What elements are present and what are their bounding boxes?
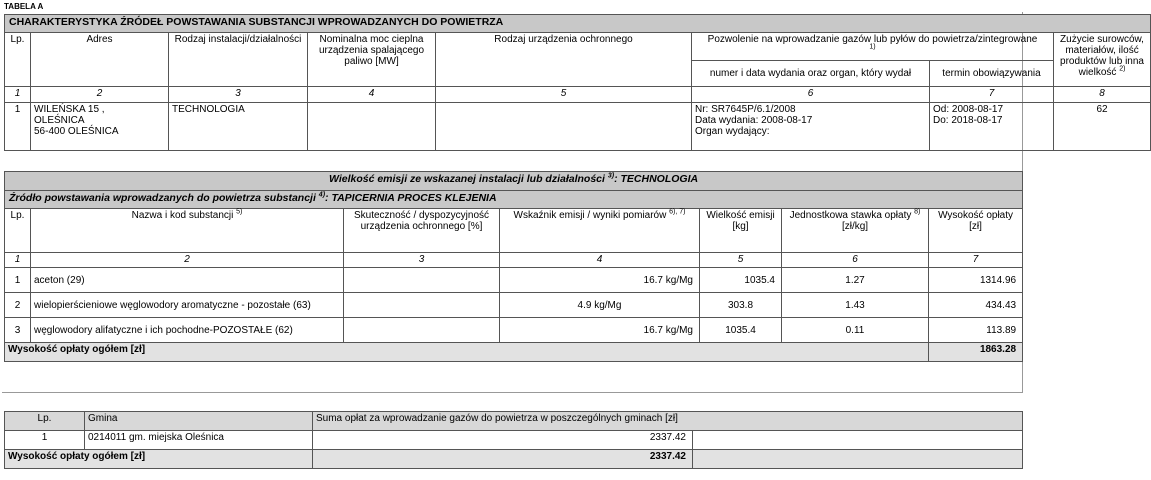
total-value: 1863.28	[929, 343, 1023, 362]
row-skutecznosc	[344, 268, 500, 293]
header-wskaznik: Wskaźnik emisji / wyniki pomiarów $^{6), 7)}$	[500, 209, 700, 253]
header-pozwolenie: Pozwolenie na wprowadzanie gazów lub pyłów do powietrza/zintegrowane $^{1)}$	[692, 33, 1054, 61]
colnum: 4	[500, 253, 700, 268]
header-adres: Adres	[31, 33, 169, 87]
municipality-table	[4, 411, 1023, 469]
total-label: Wysokość opłaty ogółem [zł]	[5, 343, 929, 362]
row-termin: Od: 2008-08-17 Do: 2018-08-17	[930, 103, 1054, 151]
header-rodzaj: Rodzaj instalacji/działalności	[169, 33, 308, 87]
colnum: 7	[929, 253, 1023, 268]
row-zuzycie: 62	[1054, 103, 1151, 151]
row-moc	[308, 103, 436, 151]
row-lp: 3	[5, 318, 31, 343]
header-skutecznosc: Skuteczność / dyspozycyjność urządzenia ochronnego [%]	[344, 209, 500, 253]
header-zuzycie: Zużycie surowców, materiałów, ilość produktów lub inna wielkość $^{2)}$	[1054, 33, 1151, 87]
row-empty	[693, 431, 1023, 450]
colnum: 4	[308, 87, 436, 103]
row-wskaznik: 16.7 kg/Mg	[500, 268, 700, 293]
header-suma: Suma opłat za wprowadzanie gazów do powietrza w poszczególnych gminach [zł]	[313, 412, 1023, 431]
sources-table	[4, 14, 1151, 151]
table-row	[5, 103, 1151, 151]
row-wielkosc: 303.8	[700, 293, 782, 318]
row-lp: 2	[5, 293, 31, 318]
row-pozwolenie: Nr: SR7645P/6.1/2008 Data wydania: 2008-08-17 Organ wydający:	[692, 103, 930, 151]
colnum: 5	[700, 253, 782, 268]
sources-title: CHARAKTERYSTYKA ŹRÓDEŁ POWSTAWANIA SUBSTANCJI WPROWADZANYCH DO POWIETRZA	[5, 15, 1151, 33]
row-nazwa: wielopierścieniowe węglowodory aromatyczne - pozostałe (63)	[31, 293, 344, 318]
row-lp: 1	[5, 268, 31, 293]
header-lp: Lp.	[5, 209, 31, 253]
table-label: TABELA A	[4, 2, 44, 11]
header-numer: numer i data wydania oraz organ, który wydał	[692, 61, 930, 87]
total-label: Wysokość opłaty ogółem [zł]	[5, 450, 313, 469]
row-stawka: 1.43	[782, 293, 929, 318]
row-suma: 2337.42	[313, 431, 693, 450]
row-rodzaj: TECHNOLOGIA	[169, 103, 308, 151]
colnum: 3	[344, 253, 500, 268]
row-skutecznosc	[344, 293, 500, 318]
row-wielkosc: 1035.4	[700, 318, 782, 343]
total-empty	[693, 450, 1023, 469]
emissions-title: Wielkość emisji ze wskazanej instalacji lub działalności $^{3)}$: TECHNOLOGIA	[5, 172, 1023, 191]
header-wielkosc: Wielkość emisji [kg]	[700, 209, 782, 253]
colnum: 3	[169, 87, 308, 103]
colnum: 7	[930, 87, 1054, 103]
row-adres: WILEŃSKA 15 , OLEŚNICA 56-400 OLEŚNICA	[31, 103, 169, 151]
row-wysokosc: 113.89	[929, 318, 1023, 343]
row-urzadzenie	[436, 103, 692, 151]
colnum: 2	[31, 253, 344, 268]
header-termin: termin obowiązywania	[930, 61, 1054, 87]
header-wysokosc: Wysokość opłaty [zł]	[929, 209, 1023, 253]
header-nazwa: Nazwa i kod substancji $^{5)}$	[31, 209, 344, 253]
table-row	[5, 293, 1023, 318]
table-row	[5, 431, 1023, 450]
colnum: 1	[5, 253, 31, 268]
row-skutecznosc	[344, 318, 500, 343]
row-wysokosc: 1314.96	[929, 268, 1023, 293]
header-gmina: Gmina	[85, 412, 313, 431]
header-lp: Lp.	[5, 412, 85, 431]
colnum: 5	[436, 87, 692, 103]
colnum: 6	[782, 253, 929, 268]
row-nazwa: aceton (29)	[31, 268, 344, 293]
colnum: 2	[31, 87, 169, 103]
colnum: 8	[1054, 87, 1151, 103]
colnum: 1	[5, 87, 31, 103]
row-wysokosc: 434.43	[929, 293, 1023, 318]
colnum: 6	[692, 87, 930, 103]
row-wskaznik: 4.9 kg/Mg	[500, 293, 700, 318]
row-lp: 1	[5, 103, 31, 151]
header-stawka: Jednostkowa stawka opłaty $^{8)}$ [zł/kg]	[782, 209, 929, 253]
row-stawka: 0.11	[782, 318, 929, 343]
total-value: 2337.42	[313, 450, 693, 469]
row-gmina: 0214011 gm. miejska Oleśnica	[85, 431, 313, 450]
row-wskaznik: 16.7 kg/Mg	[500, 318, 700, 343]
row-stawka: 1.27	[782, 268, 929, 293]
table-row	[5, 318, 1023, 343]
row-nazwa: węglowodory alifatyczne i ich pochodne-POZOSTAŁE (62)	[31, 318, 344, 343]
table-row	[5, 268, 1023, 293]
header-moc: Nominalna moc cieplna urządzenia spalającego paliwo [MW]	[308, 33, 436, 87]
row-wielkosc: 1035.4	[700, 268, 782, 293]
emissions-source: Źródło powstawania wprowadzanych do powietrza substancji $^{4)}$: TAPICERNIA PROCES KLEJENIA	[5, 191, 1023, 209]
header-urzadzenie: Rodzaj urządzenia ochronnego	[436, 33, 692, 87]
header-lp: Lp.	[5, 33, 31, 87]
emissions-table	[4, 171, 1023, 362]
row-lp: 1	[5, 431, 85, 450]
